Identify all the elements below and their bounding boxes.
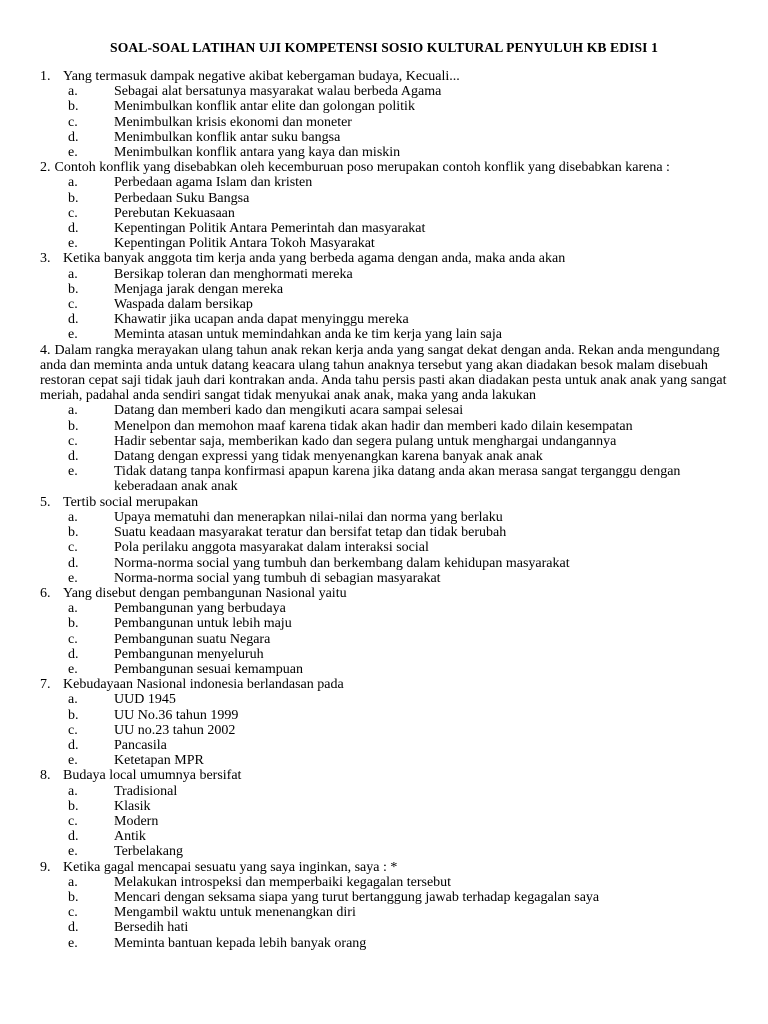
option-letter: b. (68, 190, 79, 206)
option-letter: a. (68, 692, 78, 708)
option-text: Datang dan memberi kado dan mengikuti acara sampai selesai (114, 403, 464, 419)
option-item (40, 464, 745, 494)
option-letter: d. (68, 555, 79, 571)
option-item (40, 738, 745, 753)
option-letter: e. (68, 935, 78, 951)
question-number: 9. (40, 859, 51, 875)
question-text-row (40, 343, 745, 404)
option-text: Waspada dalam bersikap (114, 297, 253, 313)
option-item (40, 267, 745, 282)
option-text: Pembangunan untuk lebih maju (114, 616, 292, 632)
option-item (40, 434, 745, 449)
option-letter: c. (68, 813, 78, 829)
question-8 (40, 768, 745, 859)
option-text: Tidak datang tanpa konfirmasi apapun karena jika datang anda akan merasa sangat terganggu dengan keberadaan anak anak (114, 464, 681, 495)
option-list (40, 875, 745, 951)
option-item (40, 875, 745, 890)
option-item (40, 632, 745, 647)
question-text: Budaya local umumnya bersifat (63, 768, 242, 784)
page-title: SOAL-SOAL LATIHAN UJI KOMPETENSI SOSIO KULTURAL PENYULUH KB EDISI 1 (110, 40, 658, 55)
option-text: Menimbulkan konflik antar elite dan golongan politik (114, 99, 415, 115)
option-letter: e. (68, 145, 78, 161)
option-list (40, 175, 745, 251)
option-letter: a. (68, 175, 78, 191)
option-letter: c. (68, 722, 78, 738)
option-item (40, 221, 745, 236)
option-letter: d. (68, 449, 79, 465)
option-letter: a. (68, 403, 78, 419)
question-7 (40, 677, 745, 768)
option-letter: e. (68, 753, 78, 769)
option-text: Menimbulkan konflik antara yang kaya dan miskin (114, 145, 401, 161)
option-letter: d. (68, 829, 79, 845)
question-text: Yang disebut dengan pembangunan Nasional yaitu (63, 585, 347, 601)
option-item (40, 662, 745, 677)
option-item (40, 723, 745, 738)
option-text: UU No.36 tahun 1999 (114, 707, 239, 723)
option-letter: b. (68, 889, 79, 905)
option-item (40, 115, 745, 130)
option-letter: e. (68, 236, 78, 252)
option-text: Norma-norma social yang tumbuh di sebagian masyarakat (114, 570, 441, 586)
option-letter: a. (68, 84, 78, 100)
question-text: Ketika gagal mencapai sesuatu yang saya inginkan, saya : * (63, 859, 398, 875)
option-letter: c. (68, 114, 78, 130)
option-text: Kepentingan Politik Antara Pemerintah dan masyarakat (114, 221, 426, 237)
option-letter: d. (68, 646, 79, 662)
question-1 (40, 69, 745, 160)
option-item (40, 191, 745, 206)
option-text: Khawatir jika ucapan anda dapat menyinggu mereka (114, 312, 409, 328)
option-letter: d. (68, 129, 79, 145)
option-item (40, 145, 745, 160)
option-text: Upaya mematuhi dan menerapkan nilai-nilai dan norma yang berlaku (114, 509, 503, 525)
option-letter: b. (68, 798, 79, 814)
question-2 (40, 160, 745, 251)
option-item (40, 601, 745, 616)
option-letter: c. (68, 205, 78, 221)
option-text: Suatu keadaan masyarakat teratur dan bersifat tetap dan tidak berubah (114, 525, 507, 541)
option-item (40, 525, 745, 540)
option-text: Antik (114, 829, 146, 845)
option-item (40, 175, 745, 190)
question-number: 3. (40, 251, 51, 267)
option-letter: d. (68, 221, 79, 237)
option-text: Menimbulkan krisis ekonomi dan moneter (114, 114, 352, 130)
option-text: Ketetapan MPR (114, 753, 204, 769)
option-letter: e. (68, 327, 78, 343)
option-item (40, 890, 745, 905)
question-3 (40, 251, 745, 342)
question-9 (40, 860, 745, 951)
option-letter: a. (68, 601, 78, 617)
option-item (40, 799, 745, 814)
option-item (40, 419, 745, 434)
option-item (40, 236, 745, 251)
option-text: Menjaga jarak dengan mereka (114, 281, 284, 297)
option-letter: e. (68, 570, 78, 586)
question-text-row (40, 251, 745, 266)
option-text: Perbedaan agama Islam dan kristen (114, 175, 313, 191)
option-text: Tradisional (114, 783, 178, 799)
option-letter: c. (68, 297, 78, 313)
question-text-row (40, 860, 745, 875)
question-text-row (40, 69, 745, 84)
option-text: Mencari dengan seksama siapa yang turut bertanggung jawab terhadap kegagalan saya (114, 889, 600, 905)
question-text: Kebudayaan Nasional indonesia berlandasan pada (63, 677, 344, 693)
option-list (40, 267, 745, 343)
question-text-row (40, 768, 745, 783)
question-number: 2. (40, 160, 51, 176)
option-text: Perbedaan Suku Bangsa (114, 190, 250, 206)
option-item (40, 692, 745, 707)
option-item (40, 844, 745, 859)
option-item (40, 282, 745, 297)
question-number: 6. (40, 585, 51, 601)
option-letter: b. (68, 616, 79, 632)
question-5 (40, 495, 745, 586)
option-item (40, 753, 745, 768)
question-number: 4. (40, 342, 51, 358)
option-text: UUD 1945 (114, 692, 176, 708)
option-item (40, 616, 745, 631)
option-letter: b. (68, 418, 79, 434)
option-letter: a. (68, 509, 78, 525)
option-item (40, 84, 745, 99)
option-text: Datang dengan expressi yang tidak menyenangkan karena banyak anak anak (114, 449, 543, 465)
option-item (40, 449, 745, 464)
option-item (40, 206, 745, 221)
question-text: Yang termasuk dampak negative akibat kebergaman budaya, Kecuali... (63, 69, 460, 84)
option-letter: c. (68, 433, 78, 449)
option-text: Pola perilaku anggota masyarakat dalam interaksi social (114, 540, 429, 556)
option-item (40, 556, 745, 571)
option-letter: a. (68, 783, 78, 799)
option-letter: a. (68, 874, 78, 890)
option-text: Bersedih hati (114, 920, 189, 936)
option-text: UU no.23 tahun 2002 (114, 722, 236, 738)
option-letter: e. (68, 844, 78, 860)
option-text: Kepentingan Politik Antara Tokoh Masyarakat (114, 236, 375, 252)
option-text: Meminta bantuan kepada lebih banyak orang (114, 935, 367, 951)
option-letter: a. (68, 266, 78, 282)
option-text: Mengambil waktu untuk menenangkan diri (114, 905, 356, 921)
question-text: Tertib social merupakan (63, 494, 199, 510)
option-text: Modern (114, 813, 159, 829)
option-letter: b. (68, 707, 79, 723)
option-item (40, 510, 745, 525)
option-item (40, 571, 745, 586)
option-item (40, 297, 745, 312)
option-text: Pembangunan sesuai kemampuan (114, 661, 303, 677)
option-letter: e. (68, 661, 78, 677)
question-text: Ketika banyak anggota tim kerja anda yang berbeda agama dengan anda, maka anda akan (63, 251, 566, 267)
option-text: Hadir sebentar saja, memberikan kado dan segera pulang untuk menghargai undangannya (114, 433, 617, 449)
option-text: Perebutan Kekuasaan (114, 205, 235, 221)
option-item (40, 829, 745, 844)
question-text-row (40, 495, 745, 510)
question-number: 5. (40, 494, 51, 510)
option-letter: c. (68, 631, 78, 647)
question-number: 8. (40, 768, 51, 784)
question-6 (40, 586, 745, 677)
option-item (40, 130, 745, 145)
option-item (40, 540, 745, 555)
option-list (40, 403, 745, 494)
question-list (40, 69, 745, 951)
option-item (40, 99, 745, 114)
option-item (40, 327, 745, 342)
question-text-row (40, 677, 745, 692)
option-text: Terbelakang (114, 844, 183, 860)
option-letter: e. (68, 464, 78, 480)
option-letter: b. (68, 525, 79, 541)
option-item (40, 784, 745, 799)
question-text-row (40, 160, 745, 175)
option-letter: b. (68, 99, 79, 115)
option-item (40, 936, 745, 951)
question-text-row (40, 586, 745, 601)
option-text: Pancasila (114, 737, 167, 753)
option-text: Menimbulkan konflik antar suku bangsa (114, 129, 341, 145)
option-text: Melakukan introspeksi dan memperbaiki kegagalan tersebut (114, 874, 452, 890)
option-item (40, 403, 745, 418)
option-text: Pembangunan yang berbudaya (114, 601, 286, 617)
option-letter: c. (68, 905, 78, 921)
option-text: Menelpon dan memohon maaf karena tidak akan hadir dan memberi kado dilain kesempatan (114, 418, 633, 434)
option-text: Meminta atasan untuk memindahkan anda ke tim kerja yang lain saja (114, 327, 502, 343)
option-list (40, 84, 745, 160)
option-letter: d. (68, 737, 79, 753)
question-number: 1. (40, 69, 51, 84)
question-4 (40, 343, 745, 495)
option-letter: b. (68, 281, 79, 297)
option-text: Pembangunan suatu Negara (114, 631, 271, 647)
option-item (40, 814, 745, 829)
option-text: Norma-norma social yang tumbuh dan berkembang dalam kehidupan masyarakat (114, 555, 570, 571)
question-number: 7. (40, 677, 51, 693)
option-text: Sebagai alat bersatunya masyarakat walau berbeda Agama (114, 84, 442, 100)
option-item (40, 708, 745, 723)
option-letter: c. (68, 540, 78, 556)
option-text: Bersikap toleran dan menghormati mereka (114, 266, 353, 282)
option-list (40, 601, 745, 677)
option-list (40, 784, 745, 860)
option-text: Klasik (114, 798, 151, 814)
option-letter: d. (68, 920, 79, 936)
option-list (40, 510, 745, 586)
question-text: Contoh konflik yang disebabkan oleh kecemburuan poso merupakan contoh konflik yang disebabkan karena : (54, 160, 670, 176)
option-letter: d. (68, 312, 79, 328)
option-item (40, 647, 745, 662)
option-text: Pembangunan menyeluruh (114, 646, 264, 662)
option-item (40, 905, 745, 920)
option-item (40, 920, 745, 935)
option-item (40, 312, 745, 327)
question-text: Dalam rangka merayakan ulang tahun anak rekan kerja anda yang sangat dekat dengan anda. Rekan anda mengundang anda dan meminta anda untuk datang keacara ulang tahun anaknya tersebut yang akan diadakan besok malam disebuah restoran cepat saji tidak jauh dari kontrakan anda. Anda tahu persis pasti akan diadakan pesta untuk anak anak yang sangat meriah, padahal anda sendiri sangat tidak menyukai anak anak, maka yang anda lakukan (40, 342, 727, 404)
option-list (40, 692, 745, 768)
